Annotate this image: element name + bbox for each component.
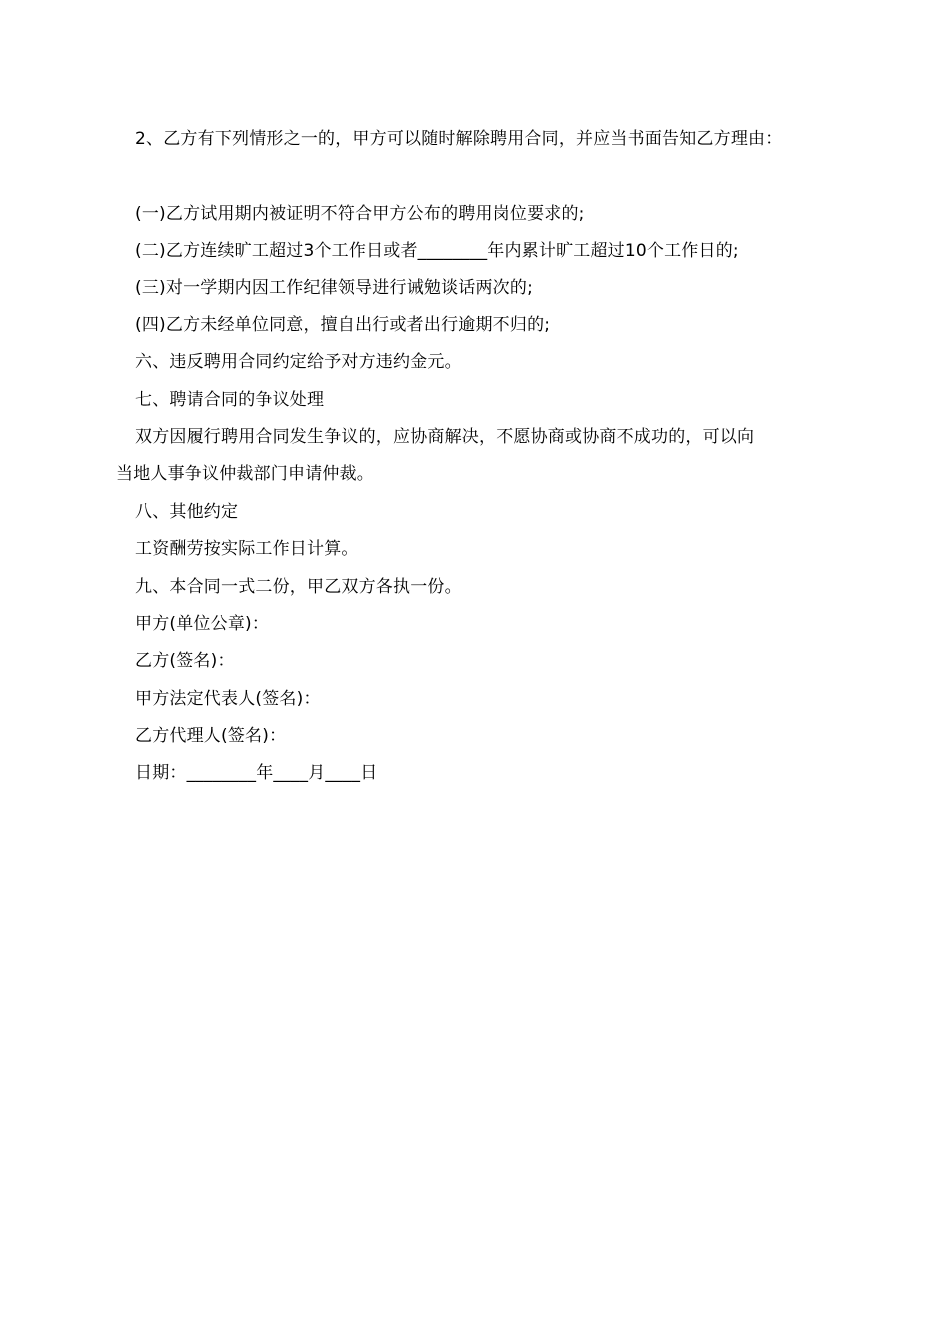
clause-2-intro: 2、乙方有下列情形之一的，甲方可以随时解除聘用合同，并应当书面告知乙方理由：: [135, 129, 783, 149]
section-8-body: 工资酬劳按实际工作日计算。: [135, 539, 359, 559]
section-8-heading: 八、其他约定: [135, 502, 239, 522]
section-7-body-line-2: 当地人事争议仲裁部门申请仲裁。: [116, 464, 374, 484]
party-b-agent-field: 乙方代理人(签名)：: [135, 726, 287, 746]
section-6-heading: 六、违反聘用合同约定给予对方违约金元。: [135, 352, 462, 372]
clause-item-3: (三)对一学期内因工作纪律领导进行诫勉谈话两次的;: [135, 278, 533, 298]
party-a-seal-field: 甲方(单位公章)：: [135, 614, 270, 634]
clause-item-1: (一)乙方试用期内被证明不符合甲方公布的聘用岗位要求的;: [135, 204, 585, 224]
section-7-body-line-1: 双方因履行聘用合同发生争议的，应协商解决，不愿协商或协商不成功的，可以向: [135, 427, 755, 447]
party-b-signature-field: 乙方(签名)：: [135, 651, 235, 671]
party-a-representative-field: 甲方法定代表人(签名)：: [135, 689, 321, 709]
clause-item-4: (四)乙方未经单位同意，擅自出行或者出行逾期不归的;: [135, 315, 551, 335]
clause-item-2: (二)乙方连续旷工超过3个工作日或者________年内累计旷工超过10个工作日的;: [135, 241, 739, 261]
date-field: 日期：________年____月____日: [135, 763, 378, 783]
section-9-heading: 九、本合同一式二份，甲乙双方各执一份。: [135, 577, 462, 597]
section-7-heading: 七、聘请合同的争议处理: [135, 390, 325, 410]
